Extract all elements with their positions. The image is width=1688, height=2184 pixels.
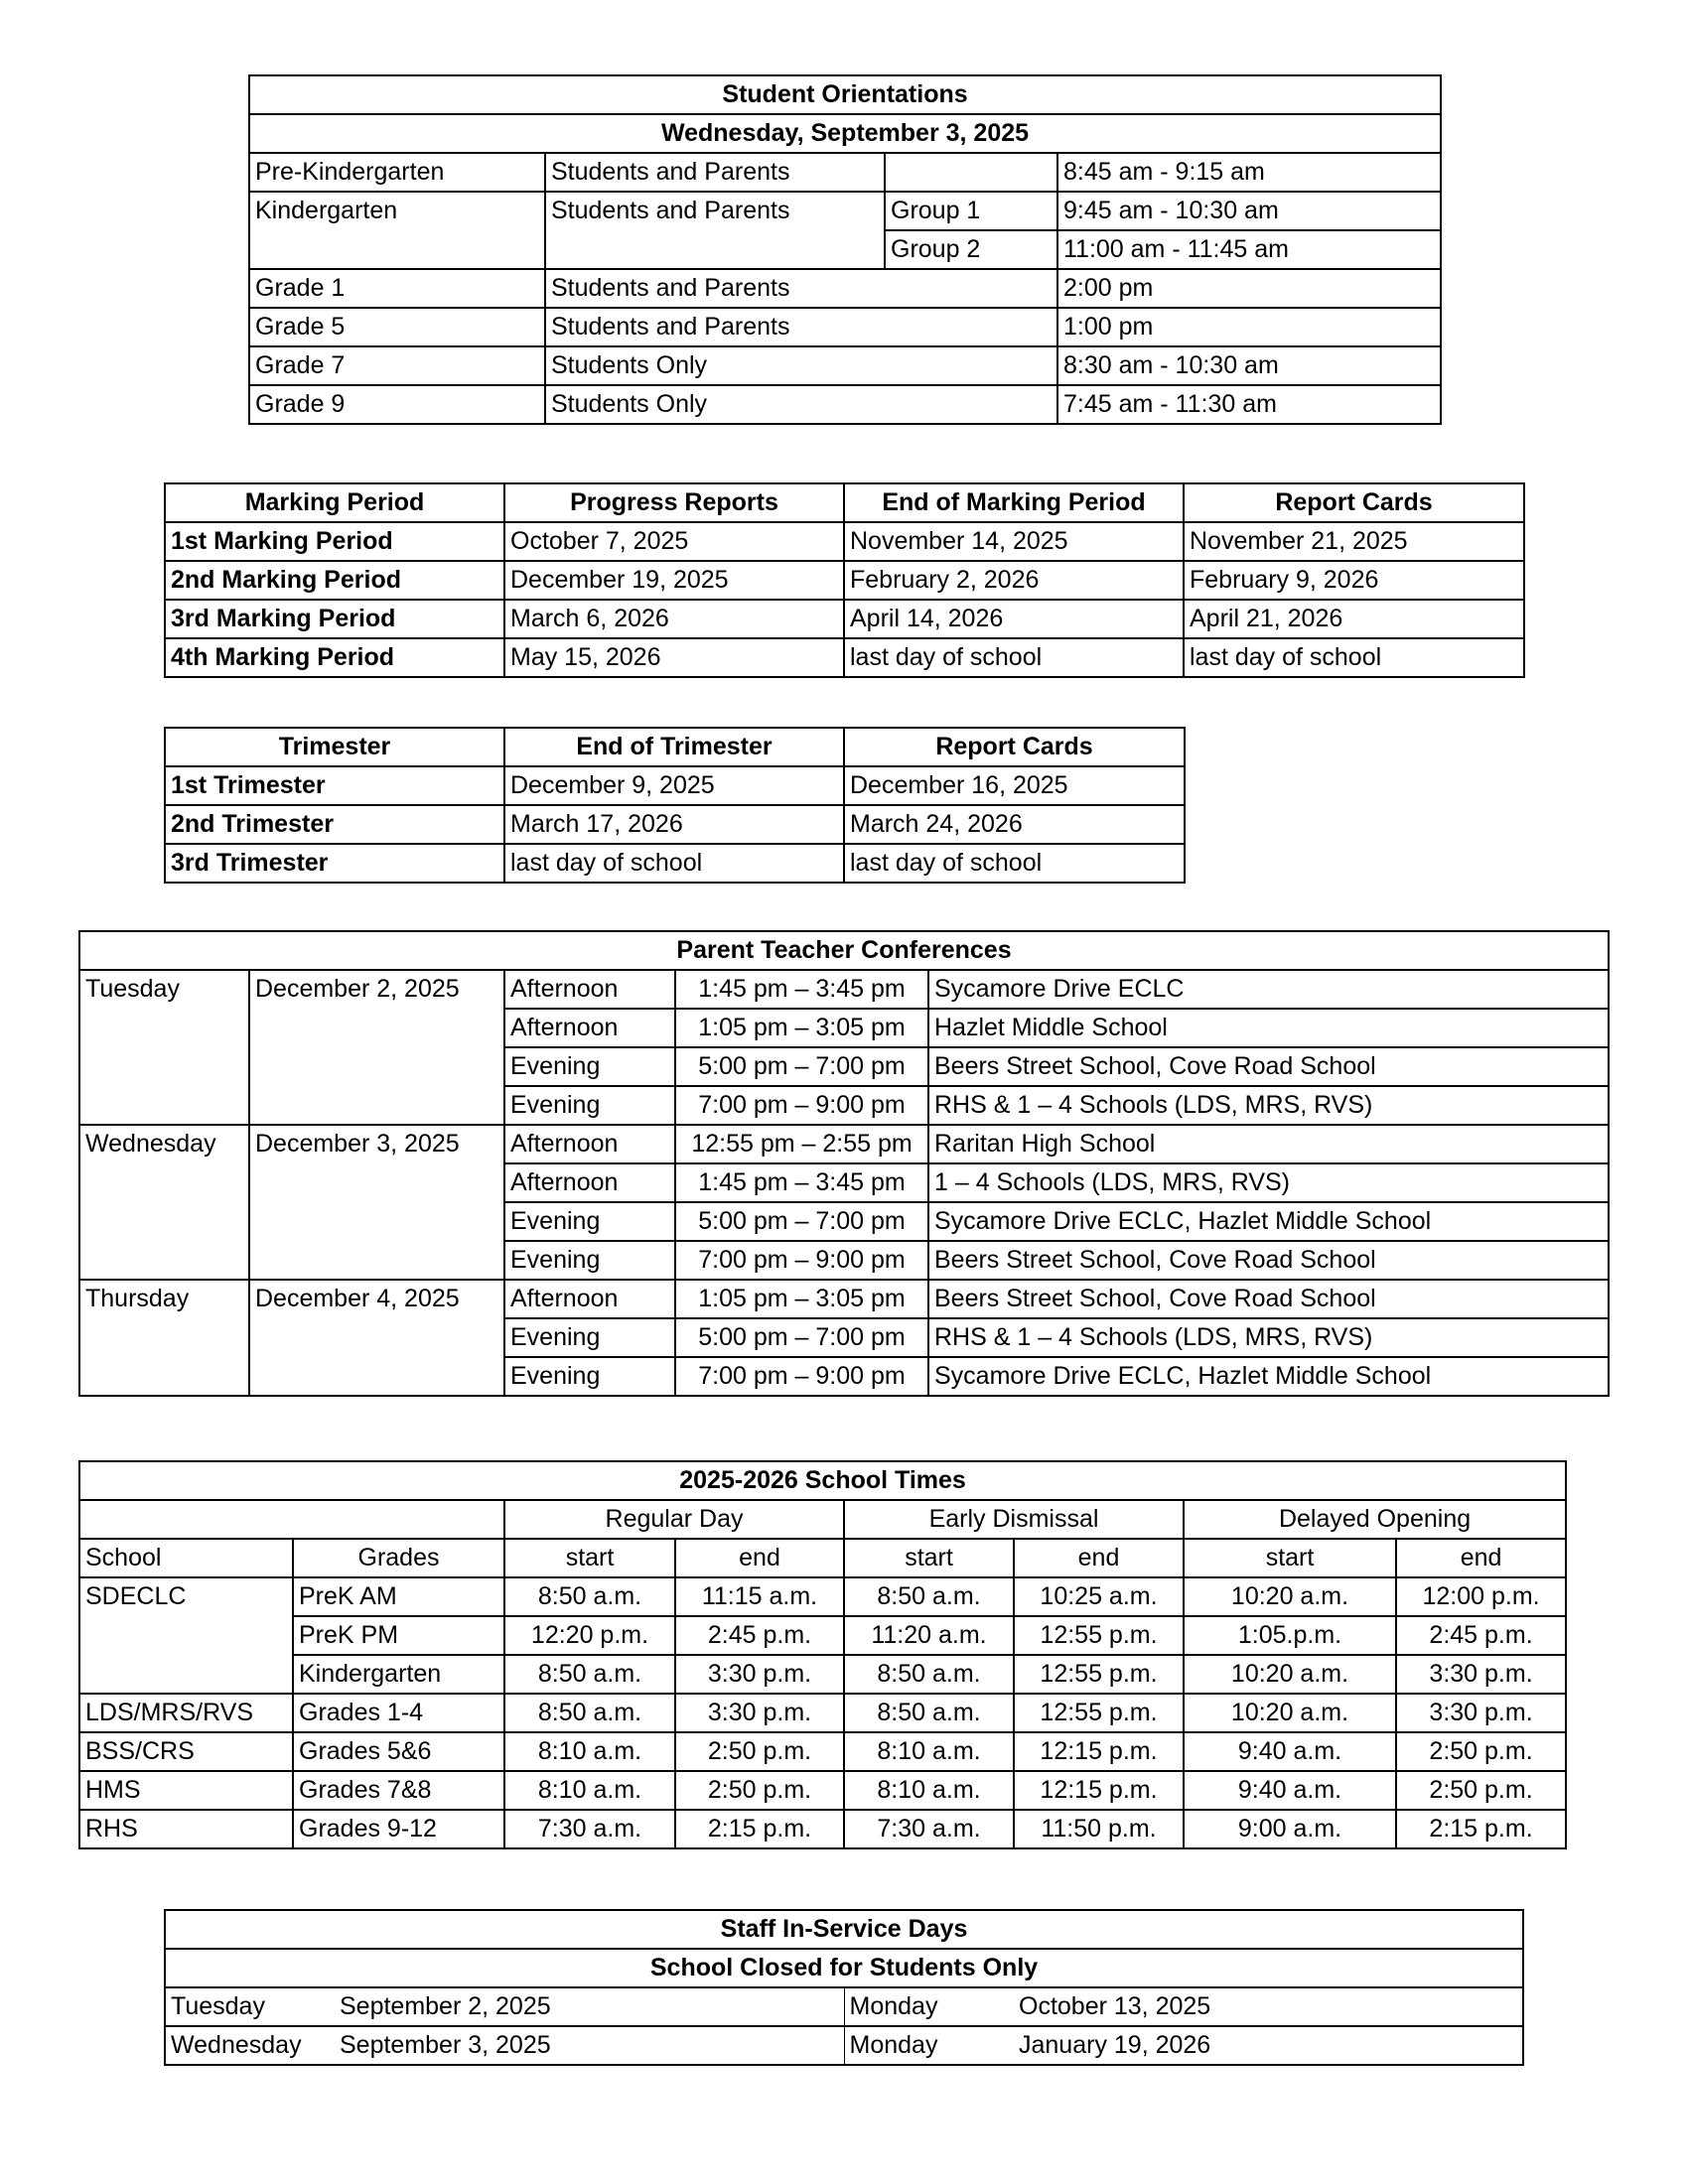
time-cell: 5:00 pm – 7:00 pm xyxy=(675,1047,928,1086)
orientations-date: Wednesday, September 3, 2025 xyxy=(249,114,1441,153)
report-card-cell: November 21, 2025 xyxy=(1184,522,1524,561)
grade-cell: Grade 7 xyxy=(249,346,545,385)
parent-teacher-conferences-table xyxy=(78,930,1610,1397)
date-cell: December 3, 2025 xyxy=(249,1125,504,1280)
time-cell: 2:50 p.m. xyxy=(1396,1771,1566,1810)
column-header: Report Cards xyxy=(844,728,1185,766)
report-card-cell: March 24, 2026 xyxy=(844,805,1185,844)
school-cell: LDS/MRS/RVS xyxy=(79,1694,293,1732)
period-cell: Evening xyxy=(504,1047,675,1086)
time-cell: 2:15 p.m. xyxy=(1396,1810,1566,1848)
time-cell: 5:00 pm – 7:00 pm xyxy=(675,1202,928,1241)
attendees-cell: Students and Parents xyxy=(545,269,1057,308)
time-cell: 11:00 am - 11:45 am xyxy=(1057,230,1441,269)
trimester-cell: 3rd Trimester xyxy=(165,844,504,883)
time-cell: 2:15 p.m. xyxy=(675,1810,844,1848)
time-cell: 12:15 p.m. xyxy=(1014,1771,1184,1810)
period-cell: 4th Marking Period xyxy=(165,638,504,677)
table-row xyxy=(165,638,1524,677)
time-cell: 2:50 p.m. xyxy=(675,1732,844,1771)
time-cell: 12:55 p.m. xyxy=(1014,1655,1184,1694)
day-cell: Tuesday xyxy=(79,970,249,1125)
column-header-end: end xyxy=(1396,1539,1566,1577)
time-cell: 7:30 a.m. xyxy=(504,1810,675,1848)
time-cell: 9:45 am - 10:30 am xyxy=(1057,192,1441,230)
table-row xyxy=(79,1810,1566,1848)
day-cell: Tuesday xyxy=(165,1987,335,2026)
time-cell: 1:05.p.m. xyxy=(1184,1616,1396,1655)
report-card-cell: April 21, 2026 xyxy=(1184,600,1524,638)
table-row xyxy=(165,805,1185,844)
time-cell: 11:20 a.m. xyxy=(844,1616,1014,1655)
table-row xyxy=(249,346,1441,385)
date-cell: September 3, 2025 xyxy=(335,2026,844,2065)
time-cell: 3:30 p.m. xyxy=(1396,1694,1566,1732)
table-title-row xyxy=(165,1910,1523,1949)
end-period-cell: February 2, 2026 xyxy=(844,561,1184,600)
end-trimester-cell: last day of school xyxy=(504,844,844,883)
table-row xyxy=(249,192,1441,230)
date-cell: September 2, 2025 xyxy=(335,1987,844,2026)
report-card-cell: last day of school xyxy=(844,844,1185,883)
time-cell: 12:00 p.m. xyxy=(1396,1577,1566,1616)
column-header: Progress Reports xyxy=(504,483,844,522)
schools-cell: Sycamore Drive ECLC xyxy=(928,970,1609,1009)
time-cell: 8:45 am - 9:15 am xyxy=(1057,153,1441,192)
table-row xyxy=(79,1280,1609,1318)
progress-report-cell: March 6, 2026 xyxy=(504,600,844,638)
grade-cell: Pre-Kindergarten xyxy=(249,153,545,192)
time-cell: 8:10 a.m. xyxy=(844,1732,1014,1771)
table-subtitle-row xyxy=(249,114,1441,153)
column-header-school: School xyxy=(79,1539,293,1577)
schools-cell: Raritan High School xyxy=(928,1125,1609,1163)
table-row xyxy=(79,1616,1566,1655)
time-cell: 11:50 p.m. xyxy=(1014,1810,1184,1848)
end-trimester-cell: March 17, 2026 xyxy=(504,805,844,844)
time-cell: 7:30 a.m. xyxy=(844,1810,1014,1848)
time-cell: 8:50 a.m. xyxy=(844,1655,1014,1694)
table-title-row xyxy=(79,1461,1566,1500)
period-cell: Evening xyxy=(504,1086,675,1125)
day-cell: Monday xyxy=(844,1987,1014,2026)
time-cell: 1:45 pm – 3:45 pm xyxy=(675,1163,928,1202)
time-cell: 2:45 p.m. xyxy=(675,1616,844,1655)
group-header-early-dismissal: Early Dismissal xyxy=(844,1500,1184,1539)
grades-cell: Grades 9-12 xyxy=(293,1810,504,1848)
time-cell: 7:00 pm – 9:00 pm xyxy=(675,1241,928,1280)
table-row xyxy=(165,1987,1523,2026)
time-cell: 8:10 a.m. xyxy=(504,1732,675,1771)
table-row xyxy=(165,766,1185,805)
schools-cell: Sycamore Drive ECLC, Hazlet Middle School xyxy=(928,1357,1609,1396)
report-card-cell: last day of school xyxy=(1184,638,1524,677)
staff-in-service-table xyxy=(164,1909,1524,2066)
progress-report-cell: May 15, 2026 xyxy=(504,638,844,677)
schools-cell: Sycamore Drive ECLC, Hazlet Middle School xyxy=(928,1202,1609,1241)
trimester-cell: 1st Trimester xyxy=(165,766,504,805)
schools-cell: Beers Street School, Cove Road School xyxy=(928,1047,1609,1086)
table-row xyxy=(165,2026,1523,2065)
date-cell: December 2, 2025 xyxy=(249,970,504,1125)
grades-cell: Grades 7&8 xyxy=(293,1771,504,1810)
time-cell: 12:55 pm – 2:55 pm xyxy=(675,1125,928,1163)
time-cell: 1:00 pm xyxy=(1057,308,1441,346)
grade-cell: Grade 9 xyxy=(249,385,545,424)
period-cell: Afternoon xyxy=(504,970,675,1009)
period-cell: 1st Marking Period xyxy=(165,522,504,561)
trimester-cell: 2nd Trimester xyxy=(165,805,504,844)
column-header: Report Cards xyxy=(1184,483,1524,522)
time-cell: 10:20 a.m. xyxy=(1184,1655,1396,1694)
table-row xyxy=(79,970,1609,1009)
end-trimester-cell: December 9, 2025 xyxy=(504,766,844,805)
inservice-subtitle: School Closed for Students Only xyxy=(165,1949,1523,1987)
column-header-end: end xyxy=(1014,1539,1184,1577)
progress-report-cell: October 7, 2025 xyxy=(504,522,844,561)
schools-cell: RHS & 1 – 4 Schools (LDS, MRS, RVS) xyxy=(928,1318,1609,1357)
table-row xyxy=(79,1655,1566,1694)
period-cell: Afternoon xyxy=(504,1125,675,1163)
time-cell: 3:30 p.m. xyxy=(675,1655,844,1694)
group-cell: Group 2 xyxy=(885,230,1057,269)
school-times-title: 2025-2026 School Times xyxy=(79,1461,1566,1500)
grades-cell: PreK PM xyxy=(293,1616,504,1655)
column-header: Trimester xyxy=(165,728,504,766)
time-cell: 1:45 pm – 3:45 pm xyxy=(675,970,928,1009)
end-period-cell: April 14, 2026 xyxy=(844,600,1184,638)
table-row xyxy=(249,308,1441,346)
table-title-row xyxy=(249,75,1441,114)
end-period-cell: last day of school xyxy=(844,638,1184,677)
column-header: Marking Period xyxy=(165,483,504,522)
period-cell: Afternoon xyxy=(504,1280,675,1318)
column-header-start: start xyxy=(844,1539,1014,1577)
orientations-title: Student Orientations xyxy=(249,75,1441,114)
time-cell: 10:25 a.m. xyxy=(1014,1577,1184,1616)
time-cell: 12:15 p.m. xyxy=(1014,1732,1184,1771)
table-row xyxy=(79,1732,1566,1771)
table-header-row xyxy=(79,1539,1566,1577)
table-row xyxy=(165,844,1185,883)
column-header-start: start xyxy=(1184,1539,1396,1577)
grade-cell: Grade 5 xyxy=(249,308,545,346)
time-cell: 12:55 p.m. xyxy=(1014,1694,1184,1732)
table-row xyxy=(249,385,1441,424)
schools-cell: Hazlet Middle School xyxy=(928,1009,1609,1047)
report-card-cell: December 16, 2025 xyxy=(844,766,1185,805)
grades-cell: PreK AM xyxy=(293,1577,504,1616)
table-subtitle-row xyxy=(165,1949,1523,1987)
time-cell: 8:10 a.m. xyxy=(844,1771,1014,1810)
time-cell: 3:30 p.m. xyxy=(1396,1655,1566,1694)
group-header-delayed-opening: Delayed Opening xyxy=(1184,1500,1566,1539)
time-cell: 5:00 pm – 7:00 pm xyxy=(675,1318,928,1357)
table-row xyxy=(165,600,1524,638)
period-cell: Evening xyxy=(504,1357,675,1396)
date-cell: January 19, 2026 xyxy=(1014,2026,1523,2065)
time-cell: 8:30 am - 10:30 am xyxy=(1057,346,1441,385)
period-cell: 3rd Marking Period xyxy=(165,600,504,638)
time-cell: 9:40 a.m. xyxy=(1184,1771,1396,1810)
time-cell: 7:00 pm – 9:00 pm xyxy=(675,1086,928,1125)
table-row xyxy=(249,269,1441,308)
day-cell: Wednesday xyxy=(79,1125,249,1280)
attendees-cell: Students and Parents xyxy=(545,153,885,192)
time-cell: 1:05 pm – 3:05 pm xyxy=(675,1009,928,1047)
progress-report-cell: December 19, 2025 xyxy=(504,561,844,600)
grade-cell: Kindergarten xyxy=(249,192,545,269)
schools-cell: RHS & 1 – 4 Schools (LDS, MRS, RVS) xyxy=(928,1086,1609,1125)
period-cell: 2nd Marking Period xyxy=(165,561,504,600)
student-orientations-table xyxy=(248,74,1442,425)
time-cell: 2:50 p.m. xyxy=(1396,1732,1566,1771)
blank-cell xyxy=(79,1500,504,1539)
group-cell xyxy=(885,153,1057,192)
day-cell: Monday xyxy=(844,2026,1014,2065)
time-cell: 3:30 p.m. xyxy=(675,1694,844,1732)
time-cell: 9:40 a.m. xyxy=(1184,1732,1396,1771)
time-cell: 12:20 p.m. xyxy=(504,1616,675,1655)
attendees-cell: Students and Parents xyxy=(545,192,885,269)
time-cell: 8:50 a.m. xyxy=(504,1577,675,1616)
date-cell: December 4, 2025 xyxy=(249,1280,504,1396)
grades-cell: Kindergarten xyxy=(293,1655,504,1694)
marking-period-table xyxy=(164,482,1525,678)
school-cell: RHS xyxy=(79,1810,293,1848)
report-card-cell: February 9, 2026 xyxy=(1184,561,1524,600)
time-cell: 9:00 a.m. xyxy=(1184,1810,1396,1848)
trimester-table xyxy=(164,727,1186,884)
time-cell: 8:50 a.m. xyxy=(504,1694,675,1732)
table-row xyxy=(79,1125,1609,1163)
time-cell: 2:00 pm xyxy=(1057,269,1441,308)
schedule-group-row xyxy=(79,1500,1566,1539)
conferences-title: Parent Teacher Conferences xyxy=(79,931,1609,970)
table-row xyxy=(165,522,1524,561)
group-cell: Group 1 xyxy=(885,192,1057,230)
inservice-title: Staff In-Service Days xyxy=(165,1910,1523,1949)
period-cell: Evening xyxy=(504,1318,675,1357)
column-header-start: start xyxy=(504,1539,675,1577)
table-row xyxy=(79,1577,1566,1616)
period-cell: Evening xyxy=(504,1241,675,1280)
grades-cell: Grades 1-4 xyxy=(293,1694,504,1732)
period-cell: Evening xyxy=(504,1202,675,1241)
time-cell: 1:05 pm – 3:05 pm xyxy=(675,1280,928,1318)
attendees-cell: Students Only xyxy=(545,346,1057,385)
time-cell: 2:45 p.m. xyxy=(1396,1616,1566,1655)
group-header-regular: Regular Day xyxy=(504,1500,844,1539)
period-cell: Afternoon xyxy=(504,1009,675,1047)
time-cell: 10:20 a.m. xyxy=(1184,1577,1396,1616)
table-header-row xyxy=(165,728,1185,766)
column-header-grades: Grades xyxy=(293,1539,504,1577)
date-cell: October 13, 2025 xyxy=(1014,1987,1523,2026)
time-cell: 8:10 a.m. xyxy=(504,1771,675,1810)
column-header: End of Trimester xyxy=(504,728,844,766)
table-row xyxy=(79,1771,1566,1810)
table-title-row xyxy=(79,931,1609,970)
end-period-cell: November 14, 2025 xyxy=(844,522,1184,561)
period-cell: Afternoon xyxy=(504,1163,675,1202)
time-cell: 2:50 p.m. xyxy=(675,1771,844,1810)
time-cell: 8:50 a.m. xyxy=(504,1655,675,1694)
time-cell: 7:00 pm – 9:00 pm xyxy=(675,1357,928,1396)
attendees-cell: Students Only xyxy=(545,385,1057,424)
school-cell: BSS/CRS xyxy=(79,1732,293,1771)
school-cell: HMS xyxy=(79,1771,293,1810)
grades-cell: Grades 5&6 xyxy=(293,1732,504,1771)
column-header-end: end xyxy=(675,1539,844,1577)
day-cell: Thursday xyxy=(79,1280,249,1396)
table-header-row xyxy=(165,483,1524,522)
attendees-cell: Students and Parents xyxy=(545,308,1057,346)
day-cell: Wednesday xyxy=(165,2026,335,2065)
time-cell: 12:55 p.m. xyxy=(1014,1616,1184,1655)
schools-cell: Beers Street School, Cove Road School xyxy=(928,1241,1609,1280)
grade-cell: Grade 1 xyxy=(249,269,545,308)
school-times-table xyxy=(78,1460,1567,1849)
table-row xyxy=(249,153,1441,192)
table-row xyxy=(165,561,1524,600)
schools-cell: Beers Street School, Cove Road School xyxy=(928,1280,1609,1318)
schools-cell: 1 – 4 Schools (LDS, MRS, RVS) xyxy=(928,1163,1609,1202)
table-row xyxy=(79,1694,1566,1732)
column-header: End of Marking Period xyxy=(844,483,1184,522)
time-cell: 8:50 a.m. xyxy=(844,1577,1014,1616)
time-cell: 11:15 a.m. xyxy=(675,1577,844,1616)
time-cell: 10:20 a.m. xyxy=(1184,1694,1396,1732)
time-cell: 7:45 am - 11:30 am xyxy=(1057,385,1441,424)
time-cell: 8:50 a.m. xyxy=(844,1694,1014,1732)
school-cell: SDECLC xyxy=(79,1577,293,1694)
